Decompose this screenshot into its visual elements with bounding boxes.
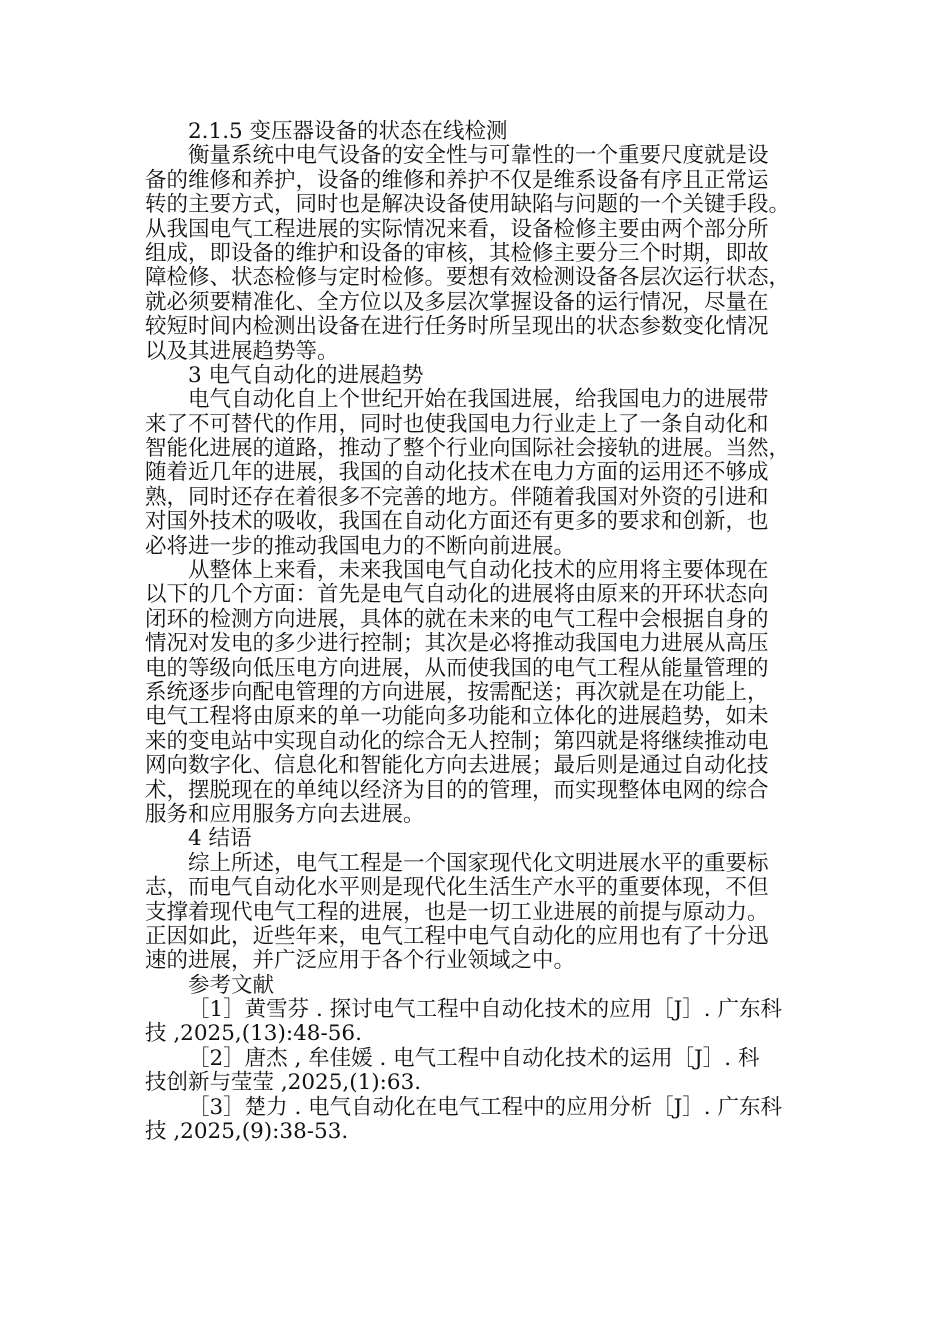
paragraph-future-aspects [145,559,813,827]
reference-line: ［1］黄雪芬 . 探讨电气工程中自动化技术的应用［J］. 广东科 [188,997,782,1023]
paragraph-line: 对国外技术的吸收，我国在自动化方面还有更多的要求和创新，也 [145,509,769,535]
paragraph-line: 就必须要精准化、全方位以及多层次掌握设备的运行情况，尽量在 [145,289,769,315]
section-heading-2-1-5 [145,120,813,144]
reference-item-3 [145,1096,813,1145]
reference-line: 技 ,2025,(9):38-53. [145,1119,349,1145]
paragraph-line: 电气工程将由原来的单一功能向多功能和立体化的进展趋势，如未 [145,704,769,730]
paragraph-line: 来了不可替代的作用，同时也使我国电力行业走上了一条自动化和 [145,411,769,437]
paragraph-line: 转的主要方式，同时也是解决设备使用缺陷与问题的一个关键手段。 [145,192,791,218]
heading-line: 参考文献 [188,972,275,998]
reference-item-2 [145,1047,813,1096]
paragraph-maintenance [145,144,813,364]
paragraph-line: 支撑着现代电气工程的进展，也是一切工业进展的前提与原动力。 [145,899,769,925]
paragraph-line: 服务和应用服务方向去进展。 [145,801,425,827]
paragraph-line: 备的维修和养护，设备的维修和养护不仅是维系设备有序且正常运 [145,167,769,193]
heading-line: 2.1.5 变压器设备的状态在线检测 [188,119,508,144]
heading-line: 4 结语 [188,826,252,852]
document-page [145,120,813,1144]
paragraph-line: 组成，即设备的维护和设备的审核，其检修主要分三个时期，即故 [145,240,769,266]
section-heading-4 [145,827,813,851]
paragraph-line: 电的等级向低压电方向进展，从而使我国的电气工程从能量管理的 [145,655,769,681]
heading-line: 3 电气自动化的进展趋势 [188,362,424,388]
paragraph-line: 情况对发电的多少进行控制；其次是必将推动我国电力进展从高压 [145,631,769,657]
paragraph-trend-intro [145,388,813,559]
paragraph-line: 系统逐步向配电管理的方向进展，按需配送；再次就是在功能上， [145,679,769,705]
paragraph-line: 闭环的检测方向进展，具体的就在未来的电气工程中会根据自身的 [145,606,769,632]
reference-line: ［2］唐杰 , 牟佳媛 . 电气工程中自动化技术的运用［J］. 科 [188,1045,760,1071]
paragraph-line: 衡量系统中电气设备的安全性与可靠性的一个重要尺度就是设 [188,143,769,169]
reference-line: ［3］楚力 . 电气自动化在电气工程中的应用分析［J］. 广东科 [188,1094,782,1120]
reference-item-1 [145,998,813,1047]
paragraph-line: 从我国电气工程进展的实际情况来看，设备检修主要由两个部分所 [145,216,769,242]
paragraph-line: 速的进展，并广泛应用于各个行业领域之中。 [145,948,576,974]
paragraph-line: 必将进一步的推动我国电力的不断向前进展。 [145,533,576,559]
paragraph-line: 网向数字化、信息化和智能化方向去进展；最后则是通过自动化技 [145,753,769,779]
paragraph-line: 随着近几年的进展，我国的自动化技术在电力方面的运用还不够成 [145,460,769,486]
paragraph-conclusion [145,852,813,974]
reference-line: 技 ,2025,(13):48-56. [145,1021,362,1047]
paragraph-line: 综上所述，电气工程是一个国家现代化文明进展水平的重要标 [188,850,769,876]
section-heading-3 [145,364,813,388]
paragraph-line: 从整体上来看，未来我国电气自动化技术的应用将主要体现在 [188,558,769,584]
paragraph-line: 以下的几个方面：首先是电气自动化的进展将由原来的开环状态向 [145,582,769,608]
reference-line: 技创新与莹莹 ,2025,(1):63. [145,1070,422,1096]
paragraph-line: 电气自动化自上个世纪开始在我国进展，给我国电力的进展带 [188,387,769,413]
paragraph-line: 来的变电站中实现自动化的综合无人控制；第四就是将继续推动电 [145,728,769,754]
paragraph-line: 术，摆脱现在的单纯以经济为目的的管理，而实现整体电网的综合 [145,777,769,803]
paragraph-line: 智能化进展的道路，推动了整个行业向国际社会接轨的进展。当然， [145,436,791,462]
paragraph-line: 较短时间内检测出设备在进行任务时所呈现出的状态参数变化情况 [145,314,769,340]
paragraph-line: 正因如此，近些年来，电气工程中电气自动化的应用也有了十分迅 [145,923,769,949]
paragraph-line: 志，而电气自动化水平则是现代化生活生产水平的重要体现，不但 [145,875,769,901]
section-heading-references [145,974,813,998]
paragraph-line: 熟，同时还存在着很多不完善的地方。伴随着我国对外资的引进和 [145,484,769,510]
paragraph-line: 以及其进展趋势等。 [145,338,339,364]
paragraph-line: 障检修、状态检修与定时检修。要想有效检测设备各层次运行状态， [145,265,791,291]
